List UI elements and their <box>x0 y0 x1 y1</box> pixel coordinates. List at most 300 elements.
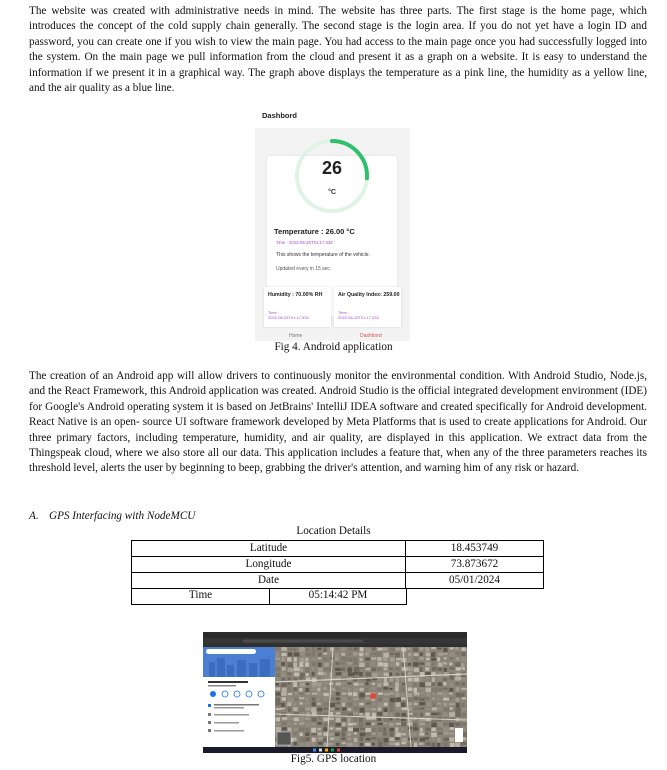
map-building <box>455 647 459 650</box>
map-building <box>336 728 342 730</box>
map-building <box>293 707 297 711</box>
map-building <box>299 717 304 721</box>
map-building <box>336 712 341 714</box>
air-quality-label: Air Quality Index: 259.00 <box>338 292 400 298</box>
map-building <box>348 738 351 740</box>
map-building <box>413 737 417 740</box>
map-building <box>383 687 388 690</box>
humidity-card[interactable] <box>264 287 331 327</box>
map-building <box>455 677 461 681</box>
map-building <box>431 658 436 661</box>
map-building <box>323 647 326 652</box>
map-building <box>437 707 442 709</box>
map-building <box>317 728 321 730</box>
map-building <box>294 653 300 657</box>
map-building <box>431 663 434 666</box>
map-building <box>305 662 309 666</box>
map-building <box>443 703 447 707</box>
map-building <box>318 742 323 745</box>
map-building <box>401 722 406 726</box>
map-building <box>347 733 351 736</box>
time-row <box>131 588 407 605</box>
map-building <box>306 692 310 695</box>
map-building <box>299 688 302 692</box>
map-building <box>335 653 339 658</box>
map-building <box>437 698 440 701</box>
map-building <box>276 692 281 695</box>
map-building <box>311 723 316 726</box>
map-building <box>281 662 285 666</box>
map-building <box>288 668 293 672</box>
map-building <box>366 732 372 736</box>
map-building <box>318 668 323 672</box>
map-building <box>401 733 406 735</box>
map-building <box>294 722 297 724</box>
map-building <box>395 732 400 736</box>
map-building <box>396 662 399 666</box>
map-building <box>306 678 311 681</box>
map-building <box>437 657 440 661</box>
map-building <box>306 712 310 716</box>
map-building <box>414 708 420 710</box>
map-building <box>299 693 304 695</box>
map-building <box>354 743 359 747</box>
map-building <box>341 682 345 684</box>
map-building <box>455 682 459 684</box>
map-building <box>288 677 291 680</box>
map-building <box>407 682 412 686</box>
map-building <box>401 697 406 699</box>
map-building <box>443 712 447 717</box>
map-building <box>287 718 293 721</box>
map-building <box>366 738 371 741</box>
map-building <box>281 682 287 687</box>
map-building <box>324 668 329 671</box>
map-building <box>353 712 358 714</box>
map-building <box>342 697 348 702</box>
map-building <box>305 683 309 685</box>
map-building <box>408 663 411 666</box>
map-building <box>455 708 461 712</box>
map-building <box>354 738 357 742</box>
map-building <box>401 687 404 692</box>
map-building <box>275 677 279 681</box>
map-building <box>311 658 316 660</box>
map-building <box>305 688 308 692</box>
map-building <box>384 678 387 682</box>
map-building <box>294 672 299 676</box>
figure-5-caption: Fig5. GPS location <box>290 753 377 765</box>
map-building <box>450 647 454 649</box>
map-building <box>365 658 370 661</box>
map-building <box>353 658 357 662</box>
map-building <box>294 742 297 745</box>
map-building <box>341 647 345 651</box>
figure-4-caption: Fig 4. Android application <box>274 341 393 353</box>
map-building <box>275 648 278 651</box>
map-building <box>383 698 388 701</box>
map-building <box>378 732 381 737</box>
map-building <box>390 732 394 736</box>
map-building <box>408 672 412 675</box>
map-building <box>305 697 308 701</box>
map-building <box>305 658 308 662</box>
map-building <box>419 698 425 701</box>
map-building <box>365 668 370 670</box>
map-building <box>425 697 428 700</box>
map-building <box>425 667 429 671</box>
map-building <box>294 733 297 735</box>
map-building <box>371 687 375 689</box>
map-building <box>288 652 292 656</box>
map-building <box>294 657 297 662</box>
map-building <box>426 742 430 745</box>
map-building <box>378 707 381 710</box>
map-building <box>353 662 358 665</box>
map-building <box>419 657 424 660</box>
map-building <box>348 682 352 684</box>
table-title: Location Details <box>296 525 371 537</box>
map-building <box>461 742 467 745</box>
map-building <box>323 693 328 696</box>
map-building <box>432 717 438 722</box>
map-building <box>342 732 345 736</box>
map-building <box>276 673 280 677</box>
map-building <box>342 687 347 689</box>
map-building <box>312 697 316 701</box>
map-building <box>299 733 302 736</box>
map-building <box>359 718 362 722</box>
map-building <box>437 712 440 715</box>
map-building <box>335 733 340 736</box>
map-building <box>408 702 412 706</box>
map-building <box>371 723 375 725</box>
map-building <box>462 673 465 678</box>
map-building <box>324 703 329 706</box>
map-building <box>407 697 412 701</box>
map-building <box>359 663 365 668</box>
map-building <box>419 678 423 680</box>
map-building <box>341 653 345 656</box>
map-building <box>353 703 357 705</box>
map-building <box>390 662 396 666</box>
map-building <box>365 707 370 711</box>
gauge-unit: °C <box>328 189 336 196</box>
map-building <box>438 732 443 734</box>
map-building <box>425 647 429 651</box>
map-building <box>336 672 342 675</box>
map-building <box>462 708 467 711</box>
map-building <box>317 698 320 702</box>
map-building <box>377 648 382 651</box>
map-building <box>359 658 362 661</box>
map-building <box>288 693 292 695</box>
map-building <box>281 707 284 709</box>
map-building <box>461 688 466 690</box>
map-building <box>432 703 436 708</box>
map-building <box>348 727 353 731</box>
map-building <box>444 707 450 711</box>
map-building <box>420 707 425 709</box>
map-building <box>443 648 447 653</box>
map-building <box>318 663 322 667</box>
map-building <box>288 708 291 712</box>
map-building <box>342 693 347 695</box>
map-building <box>287 702 291 706</box>
map-building <box>377 687 382 690</box>
map-building <box>426 653 431 657</box>
map-building <box>318 682 322 686</box>
map-building <box>456 693 461 698</box>
map-building <box>431 688 437 693</box>
air-quality-time <box>338 310 379 320</box>
map-building <box>293 648 296 652</box>
map-building <box>419 687 423 689</box>
section-title: GPS Interfacing with NodeMCU <box>49 510 196 522</box>
map-building <box>360 733 366 737</box>
map-building <box>426 693 430 697</box>
map-building <box>396 678 399 682</box>
map-building <box>276 698 280 702</box>
map-building <box>443 698 449 701</box>
map-building <box>365 712 369 716</box>
map-building <box>414 703 418 705</box>
map-building <box>317 692 322 695</box>
time-value: 05:14:42 PM <box>308 589 368 601</box>
map-building <box>384 742 388 746</box>
map-building <box>275 687 280 690</box>
map-building <box>413 697 418 700</box>
map-building <box>443 722 449 725</box>
map-building <box>323 718 329 722</box>
map-building <box>342 742 346 744</box>
map-building <box>450 677 454 679</box>
map-building <box>431 728 436 732</box>
map-building <box>426 702 432 706</box>
map-building <box>383 722 387 724</box>
map-building <box>354 647 358 650</box>
map-building <box>420 713 423 717</box>
map-building <box>372 673 378 678</box>
map-building <box>395 713 399 717</box>
map-building <box>443 682 446 685</box>
map-building <box>425 662 430 666</box>
map-building <box>329 727 333 729</box>
air-quality-time-label: Time : <box>338 310 349 315</box>
map-building <box>384 703 388 707</box>
map-building <box>306 728 310 731</box>
map-building <box>323 672 326 676</box>
map-building <box>318 672 324 675</box>
map-building <box>348 672 354 676</box>
map-building <box>419 733 424 736</box>
map-building <box>456 687 460 691</box>
map-building <box>288 687 291 690</box>
map-building <box>371 662 374 664</box>
map-building <box>389 738 394 742</box>
map-building <box>450 657 453 660</box>
map-building <box>444 657 447 660</box>
map-building <box>342 727 348 731</box>
map-building <box>384 693 389 696</box>
temperature-time: Time : 2022-06-25T01:17:33Z <box>276 240 333 245</box>
humidity-time <box>268 310 309 320</box>
map-building <box>377 668 381 671</box>
map-building <box>431 652 435 657</box>
map-building <box>336 737 340 740</box>
map-building <box>324 663 329 667</box>
map-building <box>318 657 322 659</box>
map-building <box>299 677 303 679</box>
map-building <box>389 692 393 695</box>
map-building <box>377 712 382 716</box>
map-building <box>365 688 368 692</box>
map-building <box>437 738 440 743</box>
nav-home-tab[interactable]: Home <box>289 333 303 339</box>
map-building <box>312 738 316 742</box>
map-building <box>359 683 363 686</box>
map-building <box>276 662 282 666</box>
row-value: 73.873672 <box>406 557 544 573</box>
map-building <box>444 668 447 672</box>
map-building <box>384 708 388 712</box>
map-building <box>359 703 364 706</box>
gps-map-screenshot <box>203 632 467 753</box>
map-building <box>431 723 437 728</box>
map-building <box>402 738 408 743</box>
map-building <box>389 682 392 685</box>
map-building <box>402 672 405 676</box>
map-building <box>360 737 363 741</box>
map-building <box>462 683 465 686</box>
map-building <box>443 678 447 681</box>
map-building <box>353 723 356 725</box>
map-building <box>461 722 467 725</box>
map-building <box>287 648 292 650</box>
map-building <box>342 703 345 707</box>
map-building <box>462 697 466 699</box>
map-building <box>449 697 453 699</box>
map-building <box>449 652 455 656</box>
map-building <box>461 693 464 697</box>
map-building <box>275 667 280 671</box>
map-building <box>300 708 306 712</box>
map-building <box>336 648 339 651</box>
map-building <box>312 647 316 652</box>
map-building <box>390 698 395 702</box>
map-building <box>294 667 300 671</box>
map-building <box>365 728 371 733</box>
map-building <box>383 732 387 735</box>
map-building <box>323 653 327 655</box>
map-building <box>348 658 352 662</box>
map-building <box>348 692 352 695</box>
map-building <box>336 697 340 700</box>
nav-dashboard-tab[interactable]: Dashbord <box>360 333 382 339</box>
map-building <box>408 687 412 691</box>
map-building <box>335 702 340 704</box>
map-building <box>444 727 450 732</box>
map-building <box>438 652 444 655</box>
map-building <box>365 697 370 699</box>
map-building <box>372 683 375 685</box>
map-building <box>450 683 454 688</box>
map-building <box>347 703 352 706</box>
humidity-time-value: 2022-06-25T01:17:33Z <box>268 315 309 320</box>
map-building <box>401 677 405 682</box>
map-building <box>413 727 418 730</box>
table-row <box>132 573 544 589</box>
map-building <box>281 657 284 661</box>
map-building <box>449 692 453 694</box>
map-building <box>323 682 329 684</box>
map-building <box>401 702 405 707</box>
map-building <box>425 732 428 735</box>
map-building <box>312 718 317 722</box>
map-building <box>282 717 287 719</box>
map-building <box>299 697 304 699</box>
map-building <box>378 678 382 681</box>
map-building <box>389 723 394 726</box>
table-row <box>132 557 544 573</box>
map-building <box>425 708 430 710</box>
map-building <box>306 673 309 676</box>
map-building <box>395 682 399 687</box>
map-building <box>437 692 443 694</box>
map-building <box>312 672 315 676</box>
map-building <box>383 663 388 667</box>
map-building <box>408 693 413 697</box>
map-building <box>414 693 419 696</box>
map-building <box>456 652 460 654</box>
map-building <box>299 652 305 656</box>
map-building <box>402 693 405 698</box>
map-building <box>288 682 291 685</box>
map-building <box>288 697 294 702</box>
temperature-description: This shows the temperature of the vehicle. <box>276 252 370 258</box>
map-building <box>419 682 424 687</box>
map-building <box>312 682 318 687</box>
map-building <box>395 727 398 732</box>
map-building <box>311 733 317 735</box>
row-label: Date <box>132 573 406 589</box>
map-building <box>396 702 401 706</box>
map-building <box>431 647 436 649</box>
map-building <box>371 717 376 719</box>
map-building <box>318 653 321 657</box>
map-building <box>419 692 424 695</box>
map-building <box>420 667 423 672</box>
map-building <box>414 657 419 659</box>
map-building <box>335 668 341 671</box>
map-building <box>396 673 399 676</box>
map-building <box>306 702 309 704</box>
air-quality-card[interactable] <box>334 287 401 327</box>
map-building <box>444 743 448 748</box>
map-building <box>324 708 329 710</box>
map-building <box>300 658 305 663</box>
app-title: Dashbord <box>262 111 298 120</box>
map-building <box>275 708 281 710</box>
map-building <box>425 737 429 740</box>
map-building <box>335 657 338 660</box>
map-building <box>414 653 419 656</box>
map-building <box>288 728 292 732</box>
map-building <box>437 667 442 671</box>
map-building <box>413 723 417 728</box>
map-building <box>294 698 299 701</box>
map-building <box>462 667 465 669</box>
